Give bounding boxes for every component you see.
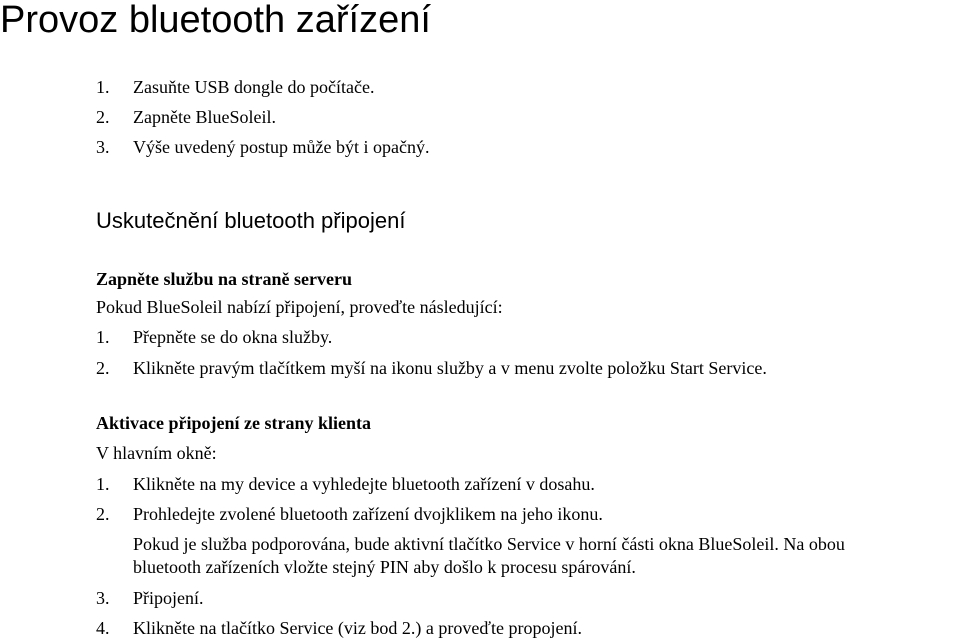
client-intro: V hlavním okně:	[96, 443, 217, 463]
step-text: Klikněte pravým tlačítkem myší na ikonu služby a v menu zvolte položku Start Service.	[133, 358, 767, 378]
section-heading: Uskutečnění bluetooth připojení	[96, 208, 406, 233]
page-title: Provoz bluetooth zařízení	[0, 0, 431, 41]
step-number: 3.	[96, 588, 110, 608]
client-note-line-2: bluetooth zařízeních vložte stejný PIN aby došlo k procesu spárování.	[133, 557, 636, 577]
step-text: Klikněte na my device a vyhledejte bluetooth zařízení v dosahu.	[133, 474, 595, 494]
step-number: 2.	[96, 107, 110, 127]
step-text: Přepněte se do okna služby.	[133, 327, 333, 347]
step-text: Připojení.	[133, 588, 204, 608]
step-number: 2.	[96, 504, 110, 524]
step-text: Výše uvedený postup může být i opačný.	[133, 137, 430, 157]
client-heading: Aktivace připojení ze strany klienta	[96, 413, 371, 433]
step-text: Zapněte BlueSoleil.	[133, 107, 276, 127]
step-number: 3.	[96, 137, 110, 157]
step-text: Prohledejte zvolené bluetooth zařízení dvojklikem na jeho ikonu.	[133, 504, 603, 524]
step-number: 1.	[96, 474, 110, 494]
step-text: Zasuňte USB dongle do počítače.	[133, 77, 375, 97]
client-note-line-1: Pokud je služba podporována, bude aktivní tlačítko Service v horní části okna BlueSoleil. Na obou	[133, 534, 845, 554]
step-number: 1.	[96, 77, 110, 97]
step-number: 2.	[96, 358, 110, 378]
server-heading: Zapněte službu na straně serveru	[96, 269, 352, 289]
server-intro: Pokud BlueSoleil nabízí připojení, proveďte následující:	[96, 297, 503, 317]
step-text: Klikněte na tlačítko Service (viz bod 2.) a proveďte propojení.	[133, 618, 582, 638]
step-number: 4.	[96, 618, 110, 638]
step-number: 1.	[96, 327, 110, 347]
